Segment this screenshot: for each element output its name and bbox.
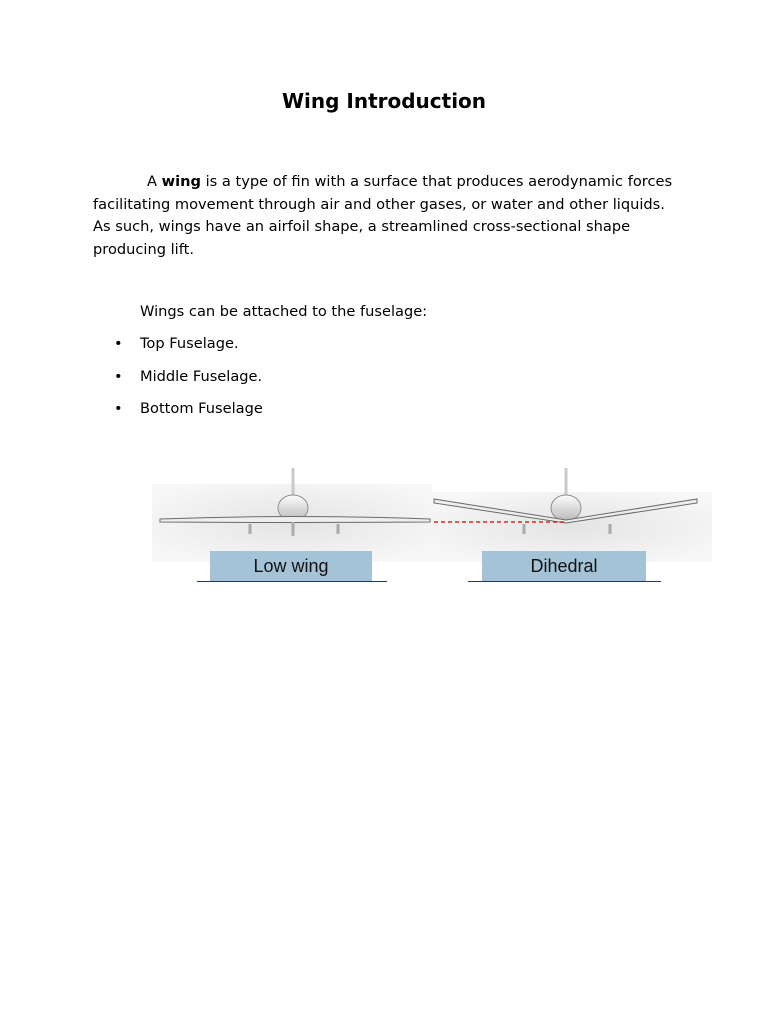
dihedral-label: Dihedral [482, 551, 646, 581]
list-item-label: Top Fuselage. [140, 335, 239, 352]
fuselage [551, 495, 581, 521]
list-item [114, 400, 263, 417]
low-wing-underline [197, 581, 387, 582]
low-wing-label: Low wing [210, 551, 372, 581]
bullet-icon: • [114, 335, 123, 352]
list-item-label: Middle Fuselage. [140, 368, 263, 385]
para-bold-term: wing [161, 173, 201, 190]
bullet-icon: • [114, 400, 123, 417]
para-rest: is a type of fin with a surface that produces aerodynamic forces facilitating movement through air and other gases, or water and other liquids. As such, wings have an airfoil shape, a streamlined cross-sectional shape producing lift. [93, 173, 673, 258]
wing-figure [152, 462, 712, 586]
list-item-label: Bottom Fuselage [140, 400, 263, 417]
intro-paragraph [93, 171, 683, 261]
list-item [114, 368, 262, 385]
low-wing-plane [152, 468, 432, 562]
attach-intro: Wings can be attached to the fuselage: [140, 303, 428, 320]
wing [160, 517, 430, 523]
page-title: Wing Introduction [281, 89, 487, 113]
para-prefix: A [147, 173, 162, 190]
dihedral-underline [468, 581, 661, 582]
list-item [114, 335, 239, 352]
dihedral-plane [432, 468, 712, 562]
bullet-icon: • [114, 368, 123, 385]
